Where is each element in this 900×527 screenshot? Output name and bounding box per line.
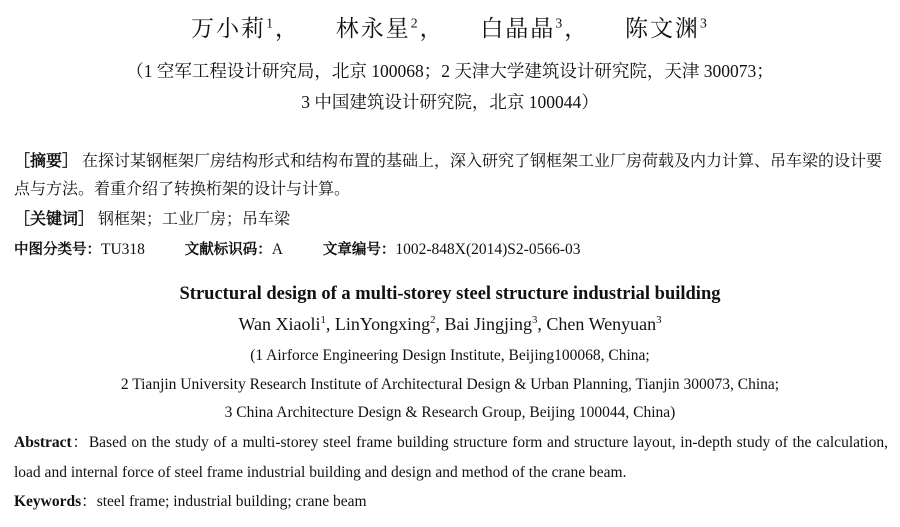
keywords-cn-label: ［关键词］ [14, 211, 95, 228]
abstract-en-colon: ： [71, 434, 89, 451]
keywords-en-colon: ： [81, 493, 97, 510]
affiliation-cn-line2: 3 中国建筑设计研究院，北京 100044） [301, 92, 599, 112]
keywords-cn-text: 钢框架；工业厂房；吊车梁 [98, 211, 291, 228]
abstract-cn-text: 在探讨某钢框架厂房结构形式和结构布置的基础上，深入研究了钢框架工业厂房荷载及内力计算、吊车梁的设计要点与方法。着重介绍了转换桁架的设计与计算。 [14, 153, 883, 198]
authors-cn [0, 10, 900, 43]
author-en: LinYongxing$^2$, [334, 314, 445, 334]
doc-code-value: A [271, 241, 283, 258]
author-en: Bai Jingjing$^3$, [444, 314, 547, 334]
abstract-cn-label: ［摘要］ [14, 153, 79, 170]
abstract-en-text: Based on the study of a multi-storey steel frame building structure form and structure layout, in-depth study of the calculation, load and internal force of steel frame industrial building and design and method of the crane beam. [14, 434, 888, 481]
classification-line [14, 238, 617, 259]
author-cn: 万小莉$^1$， [191, 15, 300, 41]
keywords-cn [14, 206, 888, 234]
author-cn: 白晶晶$^3$， [480, 15, 590, 41]
affiliation-en-line3: 3 China Architecture Design & Research Group, Beijing 100044, China) [224, 404, 676, 421]
author-cn: 陈文渊$^3$ [625, 15, 709, 41]
author-en: Chen Wenyuan$^3$ [546, 314, 662, 334]
article-number-label: 文章编号： [322, 242, 396, 258]
keywords-en-label: Keywords [14, 493, 82, 510]
author-en: Wan Xiaoli$^1$, [238, 314, 335, 334]
abstract-en-label: Abstract [14, 434, 72, 451]
affiliation-en-line2: 2 Tianjin University Research Institute of Architectural Design & Urban Planning, Tianjin 300073, China; [120, 376, 780, 393]
keywords-en [14, 487, 888, 517]
abstract-en [14, 428, 888, 488]
doc-code-label: 文献标识码： [184, 242, 272, 258]
article-number-value: 1002-848X(2014)S2-0566-03 [395, 241, 581, 258]
keywords-en-text: steel frame; industrial building; crane beam [96, 493, 367, 510]
affiliation-en-line1: (1 Airforce Engineering Design Institute, Beijing100068, China; [250, 347, 650, 364]
title-en: Structural design of a multi-storey steel structure industrial building [179, 284, 721, 304]
abstract-cn [14, 148, 888, 204]
author-cn: 林永星$^2$， [335, 15, 445, 41]
authors-en [0, 314, 900, 335]
clc-value: TU318 [101, 241, 145, 258]
affiliation-cn-line1: （1 空军工程设计研究局，北京 100068；2 天津大学建筑设计研究院，天津 300073； [126, 61, 774, 81]
clc-label: 中图分类号： [14, 242, 101, 258]
